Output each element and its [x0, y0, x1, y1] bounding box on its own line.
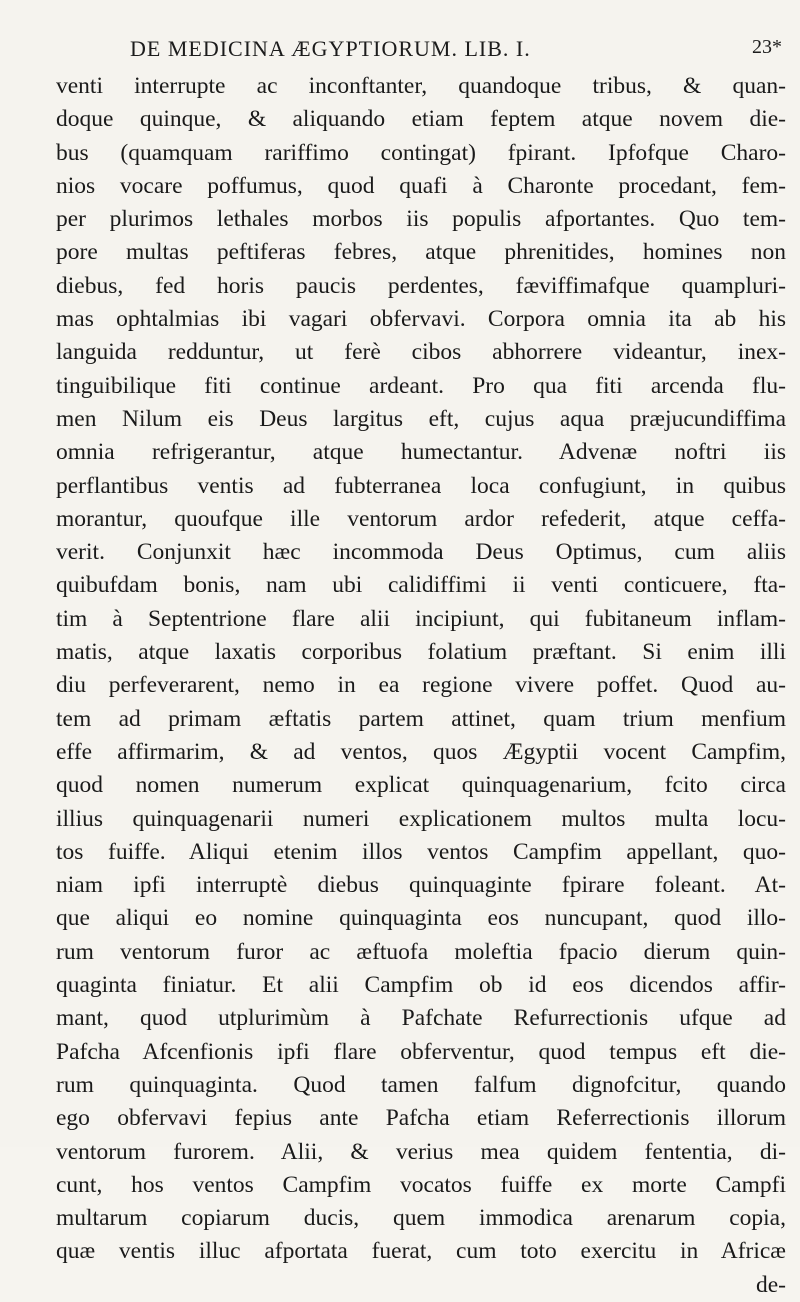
text-line: effe affirmarim, & ad ventos, quos Ægyptii vocent Campfim,	[56, 738, 786, 765]
text-line: quaginta finiatur. Et alii Campfim ob id eos dicendos affir-	[56, 972, 786, 999]
text-line: morantur, quoufque ille ventorum ardor refederit, atque ceffa-	[56, 505, 786, 532]
text-line: diebus, fed horis paucis perdentes, fæviffimafque quampluri-	[56, 272, 786, 299]
text-line: mant, quod utplurimùm à Pafchate Refurrectionis ufque ad	[56, 1005, 786, 1032]
text-line: per plurimos lethales morbos iis populis afportantes. Quo tem-	[56, 206, 786, 233]
text-line: quod nomen numerum explicat quinquagenarium, fcito circa	[56, 772, 786, 799]
text-line: doque quinque, & aliquando etiam feptem atque novem die-	[56, 106, 786, 133]
text-line: diu perfeverarent, nemo in ea regione vivere poffet. Quod au-	[56, 672, 786, 699]
text-line: perflantibus ventis ad fubterranea loca confugiunt, in quibus	[56, 472, 786, 499]
text-line: tim à Septentrione flare alii incipiunt, qui fubitaneum inflam-	[56, 605, 786, 632]
text-line: ventorum furorem. Alii, & verius mea quidem fententia, di-	[56, 1138, 786, 1165]
text-line: tinguibilique fiti continue ardeant. Pro qua fiti arcenda flu-	[56, 372, 786, 399]
text-line: illius quinquagenarii numeri explicationem multos multa locu-	[56, 805, 786, 832]
text-line: matis, atque laxatis corporibus folatium præftant. Si enim illi	[56, 639, 786, 666]
running-title: DE MEDICINA ÆGYPTIORUM. LIB. I.	[130, 36, 531, 61]
text-line: que aliqui eo nomine quinquaginta eos nuncupant, quod illo-	[56, 905, 786, 932]
page-number: 23*	[752, 36, 782, 58]
text-line: pore multas peftiferas febres, atque phrenitides, homines non	[56, 239, 786, 266]
text-line: multarum copiarum ducis, quem immodica arenarum copia,	[56, 1205, 786, 1232]
text-line: venti interrupte ac inconftanter, quandoque tribus, & quan-	[56, 73, 786, 99]
text-line: languida redduntur, ut ferè cibos abhorrere videantur, inex-	[56, 339, 786, 366]
text-line: men Nilum eis Deus largitus eft, cujus aqua præjucundiffima	[56, 405, 786, 432]
text-line: omnia refrigerantur, atque humectantur. Advenæ noftri iis	[56, 439, 786, 466]
text-line: tem ad primam æftatis partem attinet, quam trium menfium	[56, 705, 786, 732]
text-line: cunt, hos ventos Campfim vocatos fuiffe ex morte Campfi	[56, 1171, 786, 1198]
text-line: rum quinquaginta. Quod tamen falfum dignofcitur, quando	[56, 1071, 786, 1098]
text-line: tos fuiffe. Aliqui etenim illos ventos Campfim appellant, quo-	[56, 838, 786, 865]
text-line: quibufdam bonis, nam ubi calidiffimi ii venti conticuere, fta-	[56, 572, 786, 599]
body-text	[56, 70, 786, 1302]
text-line: bus (quamquam rariffimo contingat) fpirant. Ipfofque Charo-	[56, 139, 786, 166]
text-line: ego obfervavi fepius ante Pafcha etiam Referrectionis illorum	[56, 1105, 786, 1132]
text-line: Pafcha Afcenfionis ipfi flare obferventur, quod tempus eft die-	[56, 1038, 786, 1065]
page-header	[130, 12, 782, 61]
text-line: nios vocare poffumus, quod quafi à Charonte procedant, fem-	[56, 172, 786, 199]
text-line: mas ophtalmias ibi vagari obfervavi. Corpora omnia ita ab his	[56, 306, 786, 333]
text-line: niam ipfi interruptè diebus quinquaginte fpirare foleant. At-	[56, 872, 786, 899]
catchword: de-	[755, 1271, 786, 1298]
text-line: verit. Conjunxit hæc incommoda Deus Optimus, cum aliis	[56, 539, 786, 566]
text-line: quæ ventis illuc afportata fuerat, cum toto exercitu in Africæ	[56, 1238, 786, 1265]
text-line: rum ventorum furor ac æftuofa moleftia fpacio dierum quin-	[56, 938, 786, 965]
